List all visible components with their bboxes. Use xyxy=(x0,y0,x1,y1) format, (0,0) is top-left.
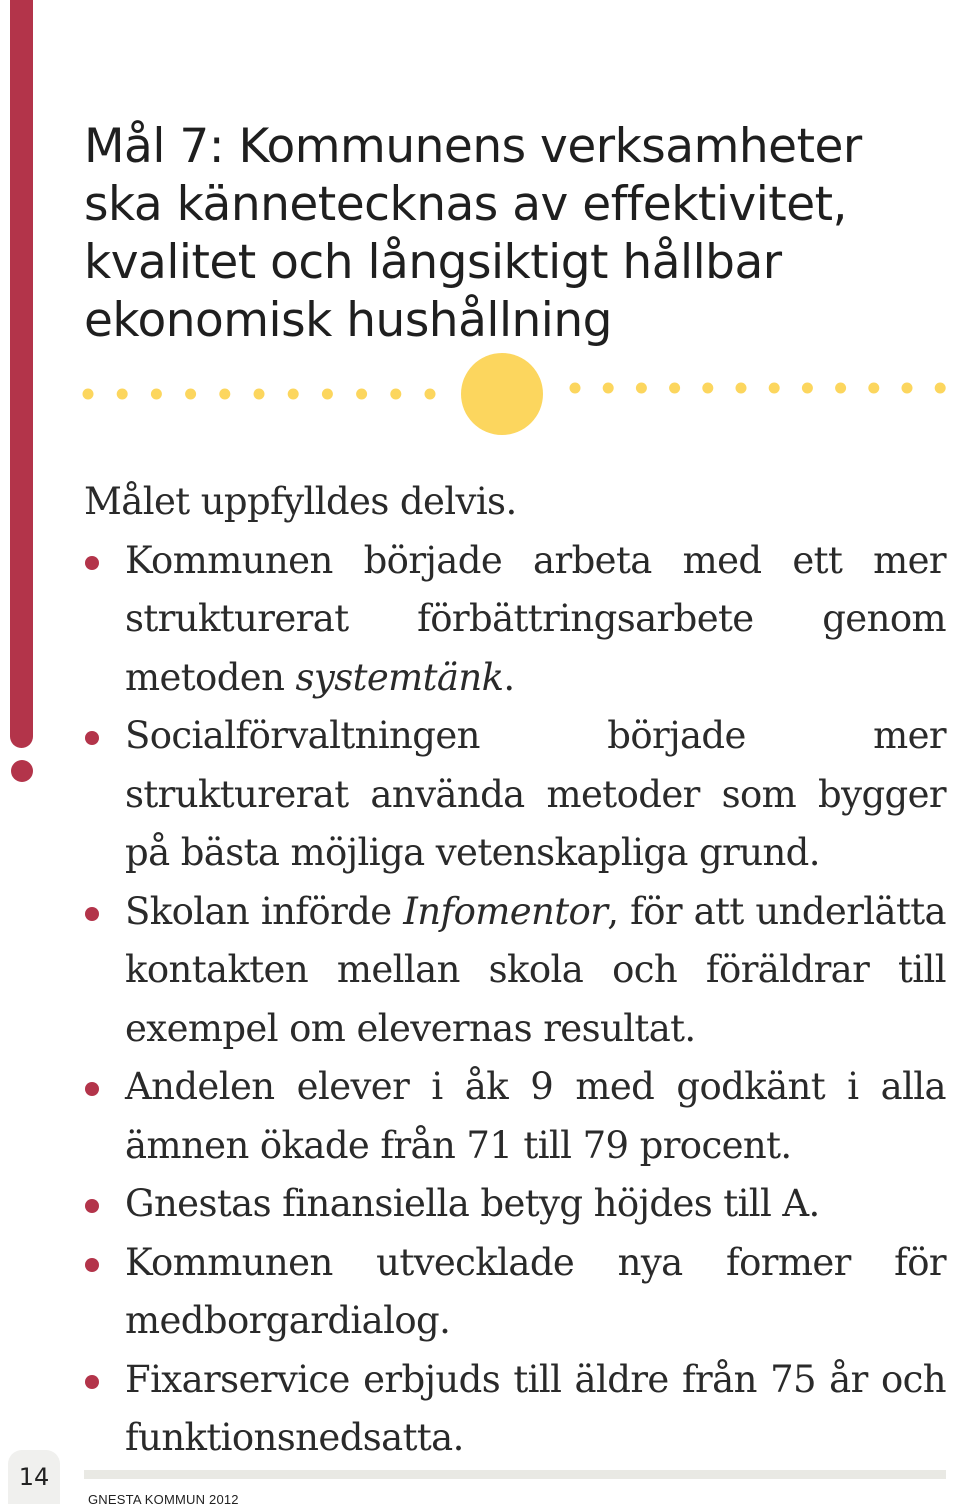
yellow-circle-icon xyxy=(461,353,543,435)
divider-dot xyxy=(254,389,265,400)
divider-dot xyxy=(636,383,647,394)
bullet-icon xyxy=(85,1375,99,1389)
divider-dot xyxy=(288,389,299,400)
bullet-icon xyxy=(85,556,99,570)
divider-dot xyxy=(117,389,128,400)
goal-content xyxy=(84,473,946,1468)
divider-dot xyxy=(83,389,94,400)
achievement-item xyxy=(84,1351,946,1468)
divider-dot xyxy=(868,383,879,394)
divider-dot xyxy=(185,389,196,400)
achievement-item xyxy=(84,532,946,708)
divider-dot xyxy=(570,383,581,394)
footer-rule xyxy=(84,1470,946,1479)
achievement-text: Andelen elever i åk 9 med godkänt i alla ämnen ökade från 71 till 79 procent. xyxy=(125,1065,946,1167)
achievement-item xyxy=(84,1175,946,1234)
goal-status-divider xyxy=(80,350,952,438)
achievement-text: Kommunen utvecklade nya former för medborgardialog. xyxy=(125,1240,946,1342)
publication-title: GNESTA KOMMUN 2012 xyxy=(88,1492,239,1507)
goal-status-text: Målet uppfylldes delvis. xyxy=(84,480,517,523)
bullet-icon xyxy=(85,1082,99,1096)
divider-dot xyxy=(151,389,162,400)
achievement-text: Socialförvaltningen började mer strukturerat använda metoder som bygger på bästa möjliga vetenskapliga grund. xyxy=(125,714,946,874)
dotted-status-indicator xyxy=(80,350,952,438)
bullet-icon xyxy=(85,1199,99,1213)
divider-dot xyxy=(769,383,780,394)
bullet-icon xyxy=(85,1258,99,1272)
achievement-text-end: , för att underlätta kontakten mellan skola och föräldrar till exempel om elevernas resultat. xyxy=(125,889,946,1050)
achievement-text: Kommunen började arbeta med ett mer strukturerat förbättringsarbete genom metoden xyxy=(125,538,946,699)
achievement-text: Gnestas finansiella betyg höjdes till A. xyxy=(125,1182,820,1225)
achievement-item xyxy=(84,883,946,1059)
goal-heading: Mål 7: Kommunens verksamheter ska kännetecknas av effektivitet, kvalitet och långsiktigt hållbar ekonomisk hushållning xyxy=(84,119,862,348)
divider-dot xyxy=(390,389,401,400)
divider-dot xyxy=(736,383,747,394)
achievement-text: Fixarservice erbjuds till äldre från 75 år och funktionsnedsatta. xyxy=(125,1357,946,1459)
divider-dot xyxy=(603,383,614,394)
divider-dot xyxy=(902,383,913,394)
divider-dot xyxy=(802,383,813,394)
page-number: 14 xyxy=(18,1463,50,1491)
achievement-text: Skolan införde xyxy=(125,889,404,933)
achievement-item xyxy=(84,1058,946,1175)
divider-dot xyxy=(219,389,230,400)
divider-dot xyxy=(702,383,713,394)
bullet-icon xyxy=(85,731,99,745)
side-accent-bar xyxy=(10,0,33,748)
achievement-text-end: . xyxy=(503,655,515,699)
achievement-item xyxy=(84,707,946,883)
divider-dot xyxy=(322,389,333,400)
divider-dot xyxy=(425,389,436,400)
system-name: Infomentor xyxy=(403,889,608,933)
divider-dot xyxy=(356,389,367,400)
method-name: systemtänk xyxy=(295,655,504,699)
divider-dot xyxy=(669,383,680,394)
divider-dot xyxy=(835,383,846,394)
bullet-icon xyxy=(85,907,99,921)
achievement-list xyxy=(84,532,946,1468)
divider-dot xyxy=(935,383,946,394)
achievement-item xyxy=(84,1234,946,1351)
side-accent-dot xyxy=(11,760,33,782)
